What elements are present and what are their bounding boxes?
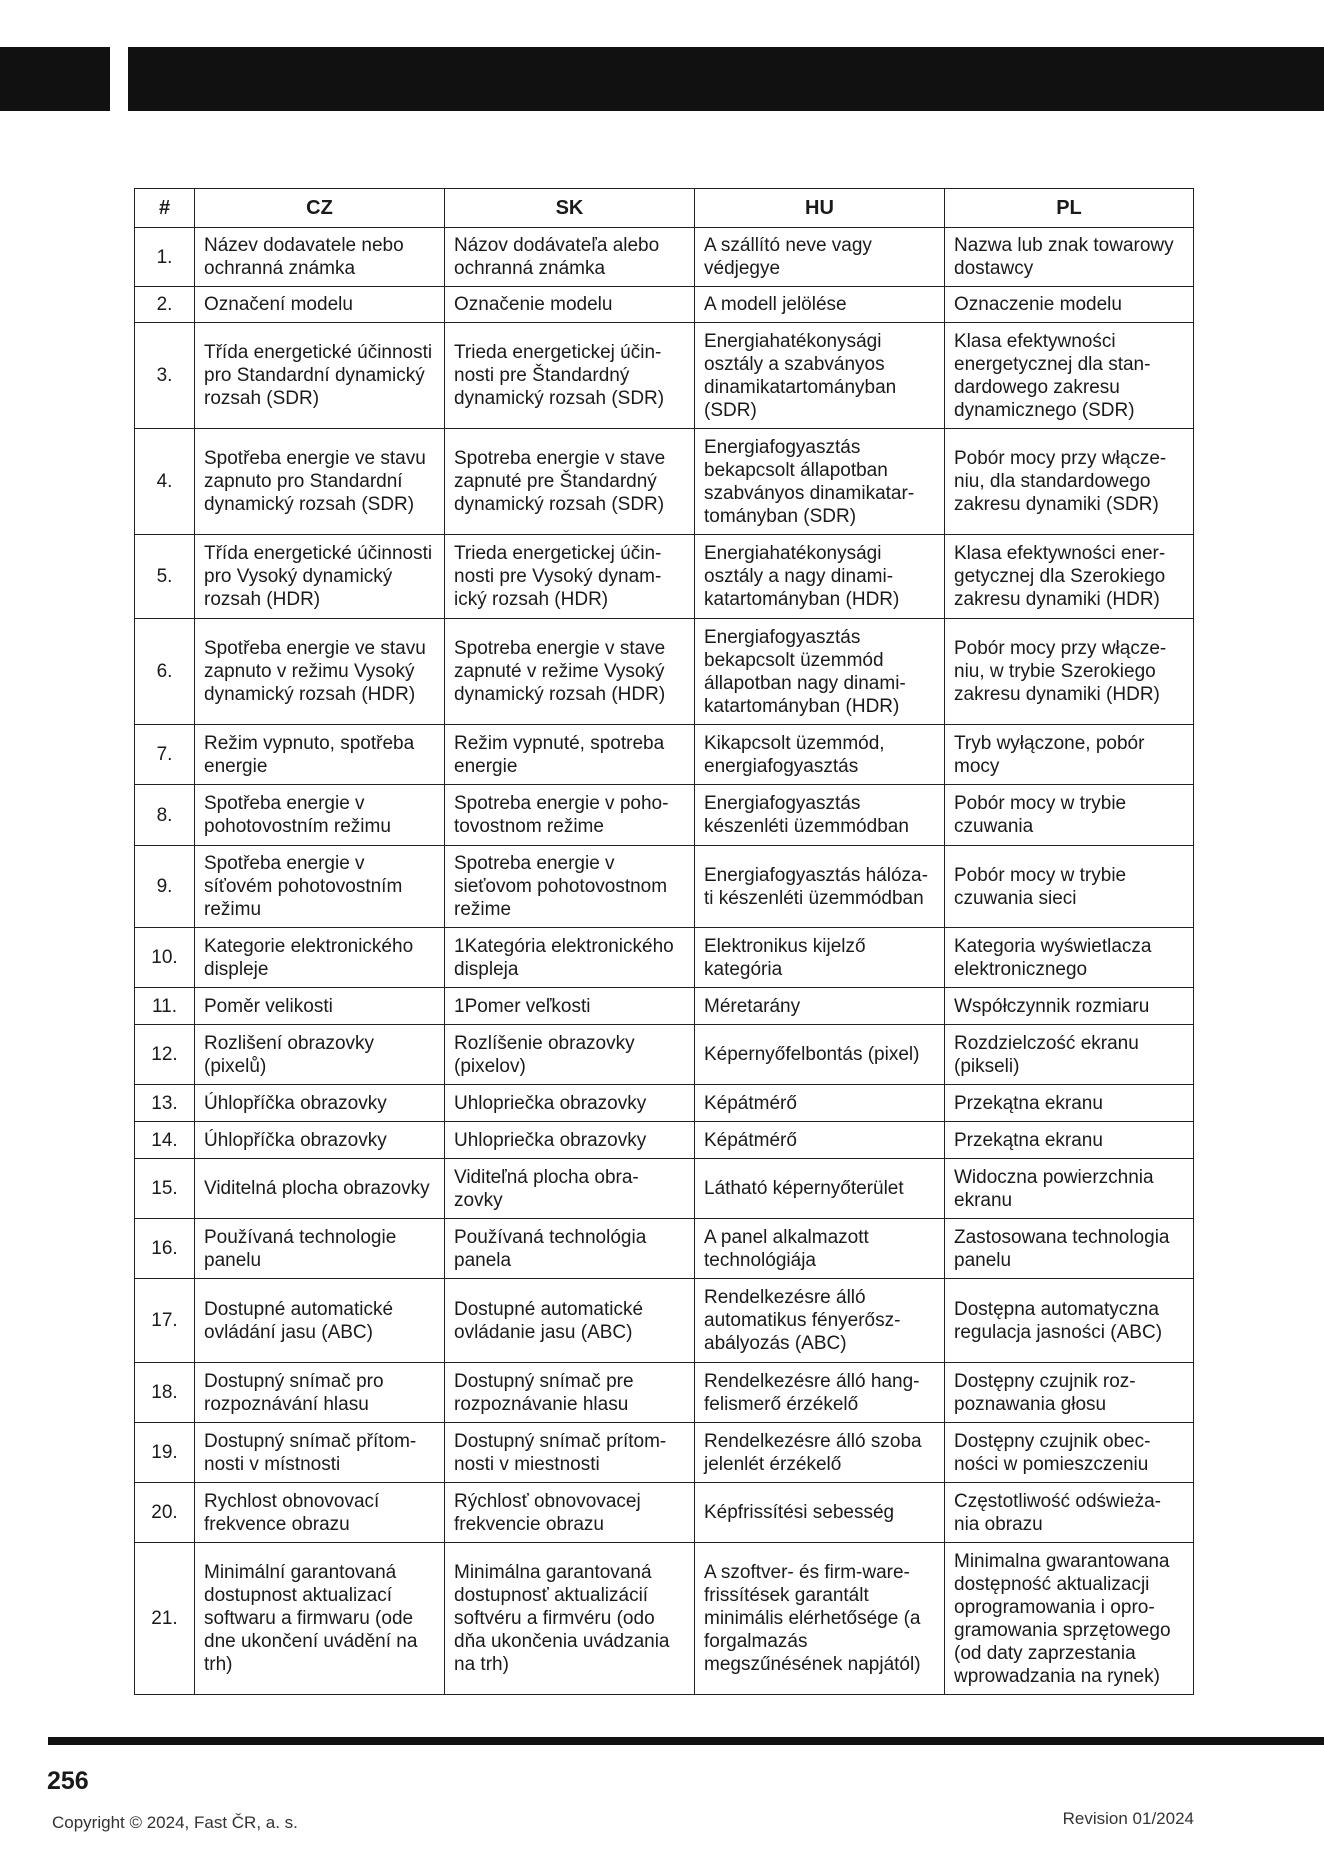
table-row [135,323,1194,429]
cell-cz: Kategorie elektronického displeje [195,928,445,988]
cell-hu: Képernyőfelbontás (pixel) [695,1025,945,1085]
cell-sk: Spotreba energie v stave zapnuté v režime Vysoký dynamický rozsah (HDR) [445,619,695,725]
cell-pl: Częstotliwość odświeża-nia obrazu [945,1483,1194,1543]
row-number: 4. [135,429,195,535]
header-cz: CZ [195,189,445,228]
cell-hu: Méretarány [695,988,945,1025]
table-row [135,1363,1194,1423]
cell-pl: Kategoria wyświetlacza elektronicznego [945,928,1194,988]
revision-text: Revision 01/2024 [1062,1809,1194,1828]
spec-table [134,188,1194,1695]
cell-pl: Przekątna ekranu [945,1085,1194,1122]
cell-sk: Rozlíšenie obrazovky (pixelov) [445,1025,695,1085]
row-number: 19. [135,1423,195,1483]
row-number: 9. [135,846,195,928]
table-row [135,429,1194,535]
cell-cz: Viditelná plocha obrazovky [195,1159,445,1219]
cell-hu: Képátmérő [695,1085,945,1122]
cell-cz: Používaná technologie panelu [195,1219,445,1279]
cell-hu: Rendelkezésre álló szoba jelenlét érzékelő [695,1423,945,1483]
row-number: 1. [135,228,195,287]
table-body [135,228,1194,1695]
table-row [135,619,1194,725]
cell-hu: Energiafogyasztás bekapcsolt állapotban szabványos dinamikatar-tományban (SDR) [695,429,945,535]
cell-cz: Spotřeba energie ve stavu zapnuto v režimu Vysoký dynamický rozsah (HDR) [195,619,445,725]
cell-sk: Minimálna garantovaná dostupnosť aktualizácií softvéru a firmvéru (odo dňa ukončenia uvádzania na trh) [445,1543,695,1695]
row-number: 18. [135,1363,195,1423]
table-row [135,1219,1194,1279]
row-number: 7. [135,725,195,785]
cell-cz: Spotřeba energie v pohotovostním režimu [195,785,445,846]
row-number: 15. [135,1159,195,1219]
cell-pl: Pobór mocy w trybie czuwania sieci [945,846,1194,928]
cell-hu: Kikapcsolt üzemmód, energiafogyasztás [695,725,945,785]
cell-hu: A panel alkalmazott technológiája [695,1219,945,1279]
cell-cz: Poměr velikosti [195,988,445,1025]
cell-sk: Režim vypnuté, spotreba energie [445,725,695,785]
cell-cz: Rozlišení obrazovky (pixelů) [195,1025,445,1085]
table-row [135,1423,1194,1483]
cell-cz: Třída energetické účinnosti pro Standardní dynamický rozsah (SDR) [195,323,445,429]
cell-pl: Klasa efektywności energetycznej dla stan-dardowego zakresu dynamicznego (SDR) [945,323,1194,429]
cell-sk: Dostupný snímač prítom-nosti v miestnosti [445,1423,695,1483]
cell-pl: Pobór mocy przy włącze-niu, w trybie Szerokiego zakresu dynamiki (HDR) [945,619,1194,725]
cell-cz: Třída energetické účinnosti pro Vysoký dynamický rozsah (HDR) [195,535,445,619]
row-number: 21. [135,1543,195,1695]
table-row [135,1279,1194,1363]
cell-sk: Trieda energetickej účin-nosti pre Štandardný dynamický rozsah (SDR) [445,323,695,429]
table-row [135,1483,1194,1543]
cell-cz: Spotřeba energie v síťovém pohotovostním režimu [195,846,445,928]
cell-cz: Označení modelu [195,287,445,323]
cell-sk: Rýchlosť obnovovacej frekvencie obrazu [445,1483,695,1543]
cell-pl: Widoczna powierzchnia ekranu [945,1159,1194,1219]
footer-rule [48,1737,1324,1745]
cell-sk: Spotreba energie v sieťovom pohotovostnom režime [445,846,695,928]
page-number: 256 [47,1767,89,1795]
cell-sk: 1Pomer veľkosti [445,988,695,1025]
cell-sk: Uhlopriečka obrazovky [445,1122,695,1159]
cell-cz: Dostupné automatické ovládání jasu (ABC) [195,1279,445,1363]
cell-hu: Energiafogyasztás hálóza-ti készenléti üzemmódban [695,846,945,928]
table-row [135,228,1194,287]
cell-hu: Energiahatékonysági osztály a szabványos dinamikatartományban (SDR) [695,323,945,429]
cell-hu: Energiahatékonysági osztály a nagy dinami-katartományban (HDR) [695,535,945,619]
cell-pl: Minimalna gwarantowana dostępność aktualizacji oprogramowania i opro-gramowania sprzętowego (od daty zaprzestania wprowadzania na rynek) [945,1543,1194,1695]
row-number: 11. [135,988,195,1025]
cell-pl: Dostępny czujnik roz-poznawania głosu [945,1363,1194,1423]
cell-hu: A modell jelölése [695,287,945,323]
cell-pl: Klasa efektywności ener-getycznej dla Szerokiego zakresu dynamiki (HDR) [945,535,1194,619]
header-bar-left [0,47,110,111]
row-number: 10. [135,928,195,988]
row-number: 3. [135,323,195,429]
row-number: 17. [135,1279,195,1363]
cell-sk: Spotreba energie v poho-tovostnom režime [445,785,695,846]
table-row [135,785,1194,846]
cell-hu: Rendelkezésre álló hang-felismerő érzékelő [695,1363,945,1423]
row-number: 2. [135,287,195,323]
cell-sk: Trieda energetickej účin-nosti pre Vysoký dynam-ický rozsah (HDR) [445,535,695,619]
cell-pl: Tryb wyłączone, pobór mocy [945,725,1194,785]
cell-cz: Režim vypnuto, spotřeba energie [195,725,445,785]
row-number: 13. [135,1085,195,1122]
cell-hu: Energiafogyasztás készenléti üzemmódban [695,785,945,846]
cell-hu: A szállító neve vagy védjegye [695,228,945,287]
cell-cz: Název dodavatele nebo ochranná známka [195,228,445,287]
cell-cz: Minimální garantovaná dostupnost aktualizací softwaru a firmwaru (ode dne ukončení uvádění na trh) [195,1543,445,1695]
cell-cz: Spotřeba energie ve stavu zapnuto pro Standardní dynamický rozsah (SDR) [195,429,445,535]
cell-sk: Dostupné automatické ovládanie jasu (ABC) [445,1279,695,1363]
cell-pl: Rozdzielczość ekranu (pikseli) [945,1025,1194,1085]
table-row [135,1159,1194,1219]
cell-hu: Képátmérő [695,1122,945,1159]
table-row [135,725,1194,785]
row-number: 20. [135,1483,195,1543]
cell-pl: Współczynnik rozmiaru [945,988,1194,1025]
cell-hu: Látható képernyőterület [695,1159,945,1219]
table-row [135,988,1194,1025]
cell-sk: Uhlopriečka obrazovky [445,1085,695,1122]
cell-pl: Pobór mocy w trybie czuwania [945,785,1194,846]
table-row [135,1085,1194,1122]
cell-sk: Dostupný snímač pre rozpoznávanie hlasu [445,1363,695,1423]
cell-pl: Oznaczenie modelu [945,287,1194,323]
row-number: 12. [135,1025,195,1085]
cell-pl: Dostępny czujnik obec-ności w pomieszczeniu [945,1423,1194,1483]
table-row [135,846,1194,928]
cell-pl: Przekątna ekranu [945,1122,1194,1159]
header-number: # [135,189,195,228]
cell-sk: Názov dodávateľa alebo ochranná známka [445,228,695,287]
cell-hu: Energiafogyasztás bekapcsolt üzemmód állapotban nagy dinami-katartományban (HDR) [695,619,945,725]
cell-pl: Zastosowana technologia panelu [945,1219,1194,1279]
row-number: 14. [135,1122,195,1159]
row-number: 6. [135,619,195,725]
cell-hu: Képfrissítési sebesség [695,1483,945,1543]
cell-hu: Rendelkezésre álló automatikus fényerősz-abályozás (ABC) [695,1279,945,1363]
cell-cz: Úhlopříčka obrazovky [195,1085,445,1122]
cell-sk: Používaná technológia panela [445,1219,695,1279]
cell-sk: Spotreba energie v stave zapnuté pre Štandardný dynamický rozsah (SDR) [445,429,695,535]
cell-pl: Nazwa lub znak towarowy dostawcy [945,228,1194,287]
header-bar-right [128,47,1324,111]
row-number: 8. [135,785,195,846]
copyright-text: Copyright © 2024, Fast ČR, a. s. [52,1813,298,1832]
table-row [135,928,1194,988]
table-row [135,1543,1194,1695]
table-row [135,1025,1194,1085]
table-row [135,1122,1194,1159]
cell-pl: Dostępna automatyczna regulacja jasności (ABC) [945,1279,1194,1363]
cell-hu: A szoftver- és firm-ware-frissítések garantált minimális elérhetősége (a forgalmazás megszűnésének napjától) [695,1543,945,1695]
table-row [135,535,1194,619]
row-number: 16. [135,1219,195,1279]
table-header-row [135,189,1194,228]
header-hu: HU [695,189,945,228]
cell-cz: Dostupný snímač přítom-nosti v místnosti [195,1423,445,1483]
header-pl: PL [945,189,1194,228]
header-sk: SK [445,189,695,228]
cell-hu: Elektronikus kijelző kategória [695,928,945,988]
table-row [135,287,1194,323]
cell-cz: Úhlopříčka obrazovky [195,1122,445,1159]
cell-cz: Rychlost obnovovací frekvence obrazu [195,1483,445,1543]
cell-sk: 1Kategória elektronického displeja [445,928,695,988]
cell-pl: Pobór mocy przy włącze-niu, dla standardowego zakresu dynamiki (SDR) [945,429,1194,535]
row-number: 5. [135,535,195,619]
cell-sk: Viditeľná plocha obra-zovky [445,1159,695,1219]
cell-sk: Označenie modelu [445,287,695,323]
cell-cz: Dostupný snímač pro rozpoznávání hlasu [195,1363,445,1423]
